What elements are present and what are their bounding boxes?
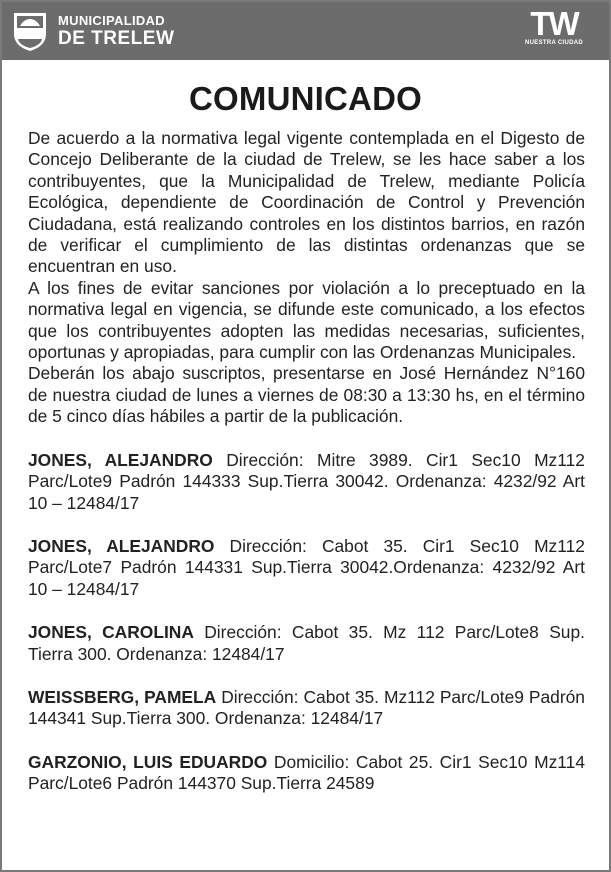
- header-bar: [2, 2, 609, 60]
- contributor-entry: [28, 450, 585, 514]
- brand-mark: TW: [530, 5, 578, 42]
- municipality-logo-text: [58, 14, 174, 48]
- paragraph: De acuerdo a la normativa legal vigente contemplada en el Digesto de Concejo Deliberante de la ciudad de Trelew, se les hace saber a los contribuyentes, que la Municipalidad de Trelew, mediante Policía Ecológica, dependiente de Coordinación de Control y Prevención Ciudadana, está realizando controles en los distintos barrios, en razón de verificar el cumplimiento de las distintas ordenanzas que se encuentran en uso.: [28, 128, 585, 277]
- contributor-name: JONES, ALEJANDRO: [28, 535, 215, 556]
- contributor-list: [28, 450, 585, 795]
- contributor-name: JONES, CAROLINA: [28, 622, 194, 643]
- contributor-name: GARZONIO, LUIS EDUARDO: [28, 751, 268, 772]
- contributor-name: JONES, ALEJANDRO: [28, 449, 213, 470]
- logo-line-2: DE TRELEW: [58, 28, 175, 49]
- contributor-details: Dirección: Cabot 35. Cir1 Sec10 Mz112 Parc/Lote7 Padrón 144331 Sup.Tierra 30042.Ordenanza: 4232/92 Art 10 – 12484/17: [28, 535, 585, 599]
- contributor-details: Dirección: Cabot 35. Mz 112 Parc/Lote8 Sup. Tierra 300. Ordenanza: 12484/17: [28, 622, 585, 664]
- paragraph: Deberán los abajo suscriptos, presentarse en José Hernández N°160 de nuestra ciudad de lunes a viernes de 08:30 a 13:30 hs, en el término de 5 cinco días hábiles a partir de la publicación.: [28, 363, 585, 427]
- contributor-entry: [28, 622, 585, 665]
- contributor-details: Domicilio: Cabot 25. Cir1 Sec10 Mz114 Parc/Lote6 Padrón 144370 Sup.Tierra 24589: [28, 751, 585, 794]
- contributor-entry: [28, 687, 585, 730]
- contributor-name: WEISSBERG, PAMELA: [28, 686, 217, 707]
- contributor-entry: [28, 536, 585, 600]
- tw-brand-logo: [519, 5, 589, 46]
- brand-tagline: NUESTRA CIUDAD: [525, 40, 583, 46]
- notice-body: [2, 128, 609, 795]
- notice-title: COMUNICADO: [189, 80, 422, 117]
- contributor-details: Dirección: Mitre 3989. Cir1 Sec10 Mz112 Parc/Lote9 Padrón 144333 Sup.Tierra 30042. Ordenanza: 4232/92 Art 10 – 12484/17: [28, 449, 585, 513]
- contributor-details: Dirección: Cabot 35. Mz112 Parc/Lote9 Padrón 144341 Sup.Tierra 300. Ordenanza: 12484/17: [28, 686, 585, 729]
- trelew-shield-icon: [12, 10, 48, 52]
- logo-line-1: MUNICIPALIDAD: [58, 13, 165, 28]
- contributor-entry: [28, 752, 585, 795]
- paragraph: A los fines de evitar sanciones por violación a lo preceptuado en la normativa legal en vigencia, se difunde este comunicado, a los efectos que los contribuyentes adopten las medidas necesarias, suficientes, oportunas y apropiadas, para cumplir con las Ordenanzas Municipales.: [28, 277, 585, 363]
